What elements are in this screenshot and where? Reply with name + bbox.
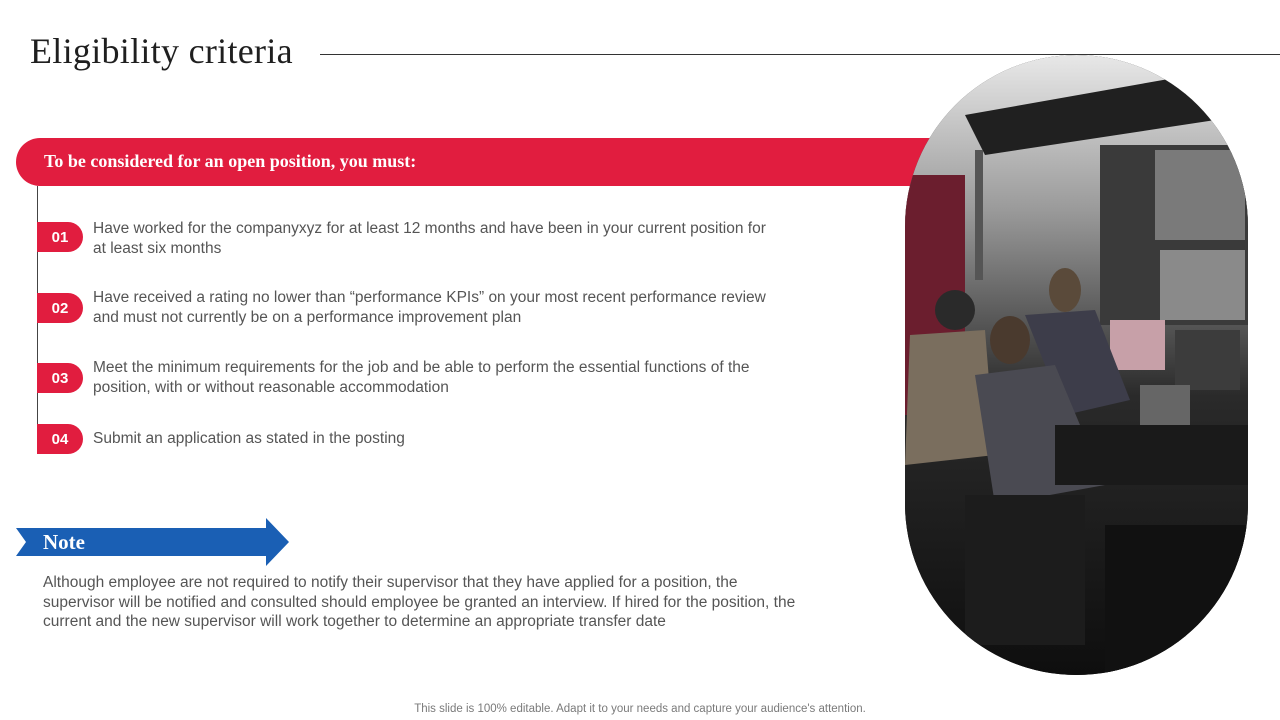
- page-title: Eligibility criteria: [30, 31, 293, 71]
- criteria-text: Have worked for the companyxyz for at least 12 months and have been in your current position for at least six months: [93, 220, 766, 257]
- note-text: Although employee are not required to notify their supervisor that they have applied for a position, the supervisor will be notified and consulted should employee be granted an interview. If hired for the position, the current and the new supervisor will work together to determine an appropriate transfer date: [43, 574, 796, 630]
- criteria-text: Meet the minimum requirements for the job and be able to perform the essential functions of the position, with or without reasonable accommodation: [93, 359, 750, 396]
- criteria-banner: [16, 138, 946, 186]
- footer-note: This slide is 100% editable. Adapt it to your needs and capture your audience's attention.: [414, 703, 866, 715]
- criteria-number-badge: 04: [37, 424, 83, 454]
- control-room-photo: [905, 55, 1248, 675]
- criteria-number-badge: 02: [37, 293, 83, 323]
- control-room-illustration: [905, 55, 1248, 675]
- criteria-text: Have received a rating no lower than “performance KPIs” on your most recent performance review and must not currently be on a performance improvement plan: [93, 289, 766, 326]
- banner-text: To be considered for an open position, you must:: [44, 151, 417, 171]
- criteria-text: Submit an application as stated in the posting: [93, 430, 405, 447]
- note-label: Note: [43, 530, 85, 554]
- title-divider: [320, 54, 1280, 55]
- criteria-number-badge: 03: [37, 363, 83, 393]
- criteria-number-badge: 01: [37, 222, 83, 252]
